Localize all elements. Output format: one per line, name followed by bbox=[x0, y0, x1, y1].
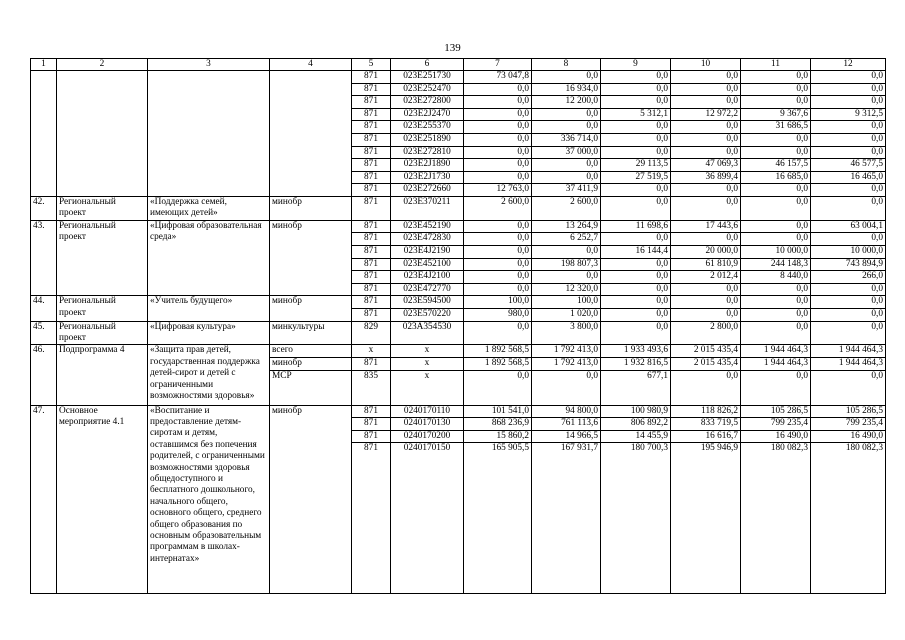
cell-value: 9 367,6 bbox=[741, 108, 811, 121]
cell-value: 244 148,3 bbox=[741, 258, 811, 271]
cell-value: 16 934,0 bbox=[532, 83, 601, 96]
row-number: 43. bbox=[31, 220, 57, 296]
cell-value: 0,0 bbox=[741, 196, 811, 220]
cell-value: 0,0 bbox=[532, 159, 601, 172]
cell-value: 0,0 bbox=[464, 245, 532, 258]
cell-value: 2 015 435,4 bbox=[671, 345, 741, 358]
cell-value: 0,0 bbox=[811, 96, 886, 109]
table-row bbox=[31, 405, 886, 418]
budget-table bbox=[30, 58, 886, 594]
cell-value: 761 113,6 bbox=[532, 418, 601, 431]
cell-value: 1 932 816,5 bbox=[601, 357, 671, 370]
item-name: Подпрограмма 4 bbox=[57, 345, 148, 405]
column-header: 10 bbox=[671, 59, 741, 71]
cell-value: 12 763,0 bbox=[464, 184, 532, 197]
column-header: 4 bbox=[270, 59, 352, 71]
cell-value: 023E4J2190 bbox=[391, 245, 464, 258]
cell-value: 871 bbox=[352, 308, 391, 321]
table-row bbox=[31, 220, 886, 233]
cell-value: 871 bbox=[352, 271, 391, 284]
cell-value: 0,0 bbox=[464, 258, 532, 271]
cell-value: 0,0 bbox=[601, 71, 671, 84]
cell-value: 2 600,0 bbox=[464, 196, 532, 220]
cell-value: 023E452100 bbox=[391, 258, 464, 271]
cell-value: 0240170200 bbox=[391, 430, 464, 443]
cell-value: 833 719,5 bbox=[671, 418, 741, 431]
cell-value: 0,0 bbox=[671, 133, 741, 146]
cell-value: 0240170110 bbox=[391, 405, 464, 418]
cell-value: 73 047,8 bbox=[464, 71, 532, 84]
responsible: минкультуры bbox=[270, 321, 352, 345]
cell-value: 871 bbox=[352, 233, 391, 246]
cell-value: 198 807,3 bbox=[532, 258, 601, 271]
cell-value: 0,0 bbox=[601, 96, 671, 109]
item-name: Региональный проект bbox=[57, 321, 148, 345]
cell-value: 0,0 bbox=[741, 321, 811, 345]
cell-value: 0,0 bbox=[464, 171, 532, 184]
cell-value: 0,0 bbox=[464, 283, 532, 296]
column-header: 2 bbox=[57, 59, 148, 71]
cell-value: 023E251890 bbox=[391, 133, 464, 146]
cell-value: 100,0 bbox=[464, 296, 532, 309]
cell-value: 871 bbox=[352, 108, 391, 121]
cell-value: 47 069,3 bbox=[671, 159, 741, 172]
cell-value: 0,0 bbox=[464, 159, 532, 172]
cell-value: 1 792 413,0 bbox=[532, 357, 601, 370]
cell-value: 0,0 bbox=[671, 184, 741, 197]
cell-value: 3 800,0 bbox=[532, 321, 601, 345]
cell-value: 1 944 464,3 bbox=[741, 357, 811, 370]
cell-value: 871 bbox=[352, 245, 391, 258]
item-name: Региональный проект bbox=[57, 196, 148, 220]
cell-value: 0,0 bbox=[671, 196, 741, 220]
cell-value: 0,0 bbox=[671, 83, 741, 96]
item-name: Региональный проект bbox=[57, 220, 148, 296]
cell-value: 167 931,7 bbox=[532, 443, 601, 594]
cell-value: 13 264,9 bbox=[532, 220, 601, 233]
item-title: «Воспитание и предоставление детям-сиротам и детям, оставшимся без попечения родителей, с ограниченными возможностями здоровья общедоступного и бесплатного дошкольного, начального общего, основного общего, среднего общего образования по основным образовательным программам в школах-интернатах» bbox=[148, 405, 270, 594]
cell-value: 118 826,2 bbox=[671, 405, 741, 418]
cell-value: 023E570220 bbox=[391, 308, 464, 321]
row-number: 44. bbox=[31, 296, 57, 321]
cell-value: 0,0 bbox=[601, 321, 671, 345]
cell-value: 0,0 bbox=[811, 233, 886, 246]
cell-value: 180 700,3 bbox=[601, 443, 671, 594]
cell-value: 16 490,0 bbox=[811, 430, 886, 443]
cell-value: 46 577,5 bbox=[811, 159, 886, 172]
cell-value: 94 800,0 bbox=[532, 405, 601, 418]
cell-value: 023E472770 bbox=[391, 283, 464, 296]
cell-value: 835 bbox=[352, 370, 391, 405]
cell-value: 36 899,4 bbox=[671, 171, 741, 184]
item-title: «Защита прав детей, государственная поддержка детей-сирот и детей с ограниченными возможностями здоровья» bbox=[148, 345, 270, 405]
cell-value: 0,0 bbox=[741, 233, 811, 246]
cell-value: 0,0 bbox=[601, 296, 671, 309]
cell-value: 0,0 bbox=[464, 370, 532, 405]
cell-value: 20 000,0 bbox=[671, 245, 741, 258]
cell-value: 0,0 bbox=[464, 133, 532, 146]
cell-value: 37 411,9 bbox=[532, 184, 601, 197]
column-header: 12 bbox=[811, 59, 886, 71]
cell-value: 16 144,4 bbox=[601, 245, 671, 258]
cell-value: 0,0 bbox=[671, 146, 741, 159]
cell-value: 8 440,0 bbox=[741, 271, 811, 284]
cell-value: 023E272810 bbox=[391, 146, 464, 159]
cell-value: 871 bbox=[352, 133, 391, 146]
cell-value: 871 bbox=[352, 443, 391, 594]
cell-value: 1 020,0 bbox=[532, 308, 601, 321]
cell-value: 0,0 bbox=[464, 146, 532, 159]
cell-value: 871 bbox=[352, 71, 391, 84]
cell-value: 871 bbox=[352, 418, 391, 431]
responsible: МСР bbox=[270, 370, 352, 405]
column-header: 3 bbox=[148, 59, 270, 71]
cell-value: 0,0 bbox=[671, 233, 741, 246]
cell-value: x bbox=[391, 370, 464, 405]
cell-value: 871 bbox=[352, 196, 391, 220]
cell-value: 1 892 568,5 bbox=[464, 345, 532, 358]
cell-value: 5 312,1 bbox=[601, 108, 671, 121]
cell-value: 10 000,0 bbox=[811, 245, 886, 258]
cell-value: 195 946,9 bbox=[671, 443, 741, 594]
cell-value: 871 bbox=[352, 159, 391, 172]
cell-value: 0,0 bbox=[741, 96, 811, 109]
table-row bbox=[31, 71, 886, 84]
cell-value: 023E2J1730 bbox=[391, 171, 464, 184]
cell-value: 180 082,3 bbox=[741, 443, 811, 594]
table-row bbox=[31, 345, 886, 358]
cell-value: 0,0 bbox=[532, 271, 601, 284]
cell-value: 023E452190 bbox=[391, 220, 464, 233]
cell-value: 0,0 bbox=[601, 83, 671, 96]
item-title: «Цифровая образовательная среда» bbox=[148, 220, 270, 296]
responsible bbox=[270, 71, 352, 197]
cell-value: 871 bbox=[352, 405, 391, 418]
cell-value: 0,0 bbox=[811, 196, 886, 220]
cell-value: 0,0 bbox=[601, 308, 671, 321]
cell-value: 0,0 bbox=[601, 133, 671, 146]
item-title: «Учитель будущего» bbox=[148, 296, 270, 321]
cell-value: 101 541,0 bbox=[464, 405, 532, 418]
column-header: 9 bbox=[601, 59, 671, 71]
column-header: 6 bbox=[391, 59, 464, 71]
cell-value: 0,0 bbox=[811, 133, 886, 146]
cell-value: 0,0 bbox=[601, 258, 671, 271]
cell-value: 871 bbox=[352, 171, 391, 184]
cell-value: 37 000,0 bbox=[532, 146, 601, 159]
cell-value: 0,0 bbox=[741, 83, 811, 96]
cell-value: 27 519,5 bbox=[601, 171, 671, 184]
cell-value: 023E255370 bbox=[391, 121, 464, 134]
cell-value: 0,0 bbox=[811, 296, 886, 309]
cell-value: 100,0 bbox=[532, 296, 601, 309]
item-name bbox=[57, 71, 148, 197]
cell-value: 16 616,7 bbox=[671, 430, 741, 443]
cell-value: 9 312,5 bbox=[811, 108, 886, 121]
cell-value: 980,0 bbox=[464, 308, 532, 321]
cell-value: 871 bbox=[352, 430, 391, 443]
responsible: минобр bbox=[270, 296, 352, 321]
cell-value: 12 320,0 bbox=[532, 283, 601, 296]
cell-value: x bbox=[352, 345, 391, 358]
cell-value: 0,0 bbox=[532, 121, 601, 134]
cell-value: 023E594500 bbox=[391, 296, 464, 309]
cell-value: 023E2J2470 bbox=[391, 108, 464, 121]
cell-value: 023E252470 bbox=[391, 83, 464, 96]
cell-value: 0,0 bbox=[464, 108, 532, 121]
cell-value: 12 972,2 bbox=[671, 108, 741, 121]
cell-value: 871 bbox=[352, 357, 391, 370]
cell-value: 0240170150 bbox=[391, 443, 464, 594]
item-title bbox=[148, 71, 270, 197]
cell-value: 2 015 435,4 bbox=[671, 357, 741, 370]
cell-value: x bbox=[391, 345, 464, 358]
cell-value: 0,0 bbox=[532, 245, 601, 258]
cell-value: 0,0 bbox=[671, 370, 741, 405]
cell-value: 871 bbox=[352, 83, 391, 96]
cell-value: 0,0 bbox=[811, 321, 886, 345]
cell-value: 0,0 bbox=[741, 133, 811, 146]
item-title: «Цифровая культура» bbox=[148, 321, 270, 345]
cell-value: 1 892 568,5 bbox=[464, 357, 532, 370]
cell-value: 14 455,9 bbox=[601, 430, 671, 443]
cell-value: 336 714,0 bbox=[532, 133, 601, 146]
cell-value: 0,0 bbox=[741, 308, 811, 321]
cell-value: 023E251730 bbox=[391, 71, 464, 84]
cell-value: 29 113,5 bbox=[601, 159, 671, 172]
table-row bbox=[31, 321, 886, 345]
cell-value: 023A354530 bbox=[391, 321, 464, 345]
cell-value: 0,0 bbox=[741, 71, 811, 84]
cell-value: 0,0 bbox=[671, 121, 741, 134]
cell-value: 023E272660 bbox=[391, 184, 464, 197]
item-name: Основное мероприятие 4.1 bbox=[57, 405, 148, 594]
cell-value: 871 bbox=[352, 146, 391, 159]
cell-value: 0,0 bbox=[532, 370, 601, 405]
cell-value: 0,0 bbox=[601, 146, 671, 159]
item-name: Региональный проект bbox=[57, 296, 148, 321]
cell-value: 100 980,9 bbox=[601, 405, 671, 418]
cell-value: 2 012,4 bbox=[671, 271, 741, 284]
cell-value: 0,0 bbox=[464, 96, 532, 109]
cell-value: 677,1 bbox=[601, 370, 671, 405]
row-number: 45. bbox=[31, 321, 57, 345]
cell-value: 11 698,6 bbox=[601, 220, 671, 233]
row-number: 47. bbox=[31, 405, 57, 594]
cell-value: 023E370211 bbox=[391, 196, 464, 220]
cell-value: 0,0 bbox=[601, 121, 671, 134]
cell-value: 15 860,2 bbox=[464, 430, 532, 443]
cell-value: 1 944 464,3 bbox=[811, 345, 886, 358]
responsible: минобр bbox=[270, 357, 352, 370]
cell-value: 871 bbox=[352, 258, 391, 271]
cell-value: 0,0 bbox=[671, 308, 741, 321]
cell-value: 0,0 bbox=[464, 220, 532, 233]
cell-value: 0,0 bbox=[741, 370, 811, 405]
cell-value: 806 892,2 bbox=[601, 418, 671, 431]
cell-value: 0,0 bbox=[601, 233, 671, 246]
cell-value: 31 686,5 bbox=[741, 121, 811, 134]
cell-value: 61 810,9 bbox=[671, 258, 741, 271]
responsible: всего bbox=[270, 345, 352, 358]
cell-value: 12 200,0 bbox=[532, 96, 601, 109]
cell-value: 0,0 bbox=[811, 308, 886, 321]
cell-value: 868 236,9 bbox=[464, 418, 532, 431]
cell-value: 16 490,0 bbox=[741, 430, 811, 443]
cell-value: 0,0 bbox=[464, 83, 532, 96]
cell-value: 023E2J1890 bbox=[391, 159, 464, 172]
cell-value: 2 800,0 bbox=[671, 321, 741, 345]
cell-value: 1 933 493,6 bbox=[601, 345, 671, 358]
cell-value: 16 465,0 bbox=[811, 171, 886, 184]
row-number bbox=[31, 71, 57, 197]
cell-value: 180 082,3 bbox=[811, 443, 886, 594]
cell-value: 0,0 bbox=[532, 171, 601, 184]
cell-value: 0,0 bbox=[741, 184, 811, 197]
table-header-row bbox=[31, 59, 886, 71]
cell-value: 0,0 bbox=[811, 370, 886, 405]
cell-value: 023E4J2100 bbox=[391, 271, 464, 284]
cell-value: 743 894,9 bbox=[811, 258, 886, 271]
cell-value: 871 bbox=[352, 220, 391, 233]
column-header: 5 bbox=[352, 59, 391, 71]
cell-value: 0,0 bbox=[464, 271, 532, 284]
column-header: 8 bbox=[532, 59, 601, 71]
cell-value: 0,0 bbox=[532, 108, 601, 121]
cell-value: 871 bbox=[352, 184, 391, 197]
row-number: 46. bbox=[31, 345, 57, 405]
cell-value: 0,0 bbox=[671, 71, 741, 84]
cell-value: 105 286,5 bbox=[741, 405, 811, 418]
cell-value: 0,0 bbox=[601, 283, 671, 296]
cell-value: 0,0 bbox=[671, 283, 741, 296]
cell-value: 871 bbox=[352, 283, 391, 296]
cell-value: 266,0 bbox=[811, 271, 886, 284]
cell-value: 0,0 bbox=[741, 146, 811, 159]
cell-value: 0,0 bbox=[464, 121, 532, 134]
page-number: 139 bbox=[444, 42, 461, 54]
cell-value: 871 bbox=[352, 96, 391, 109]
cell-value: 46 157,5 bbox=[741, 159, 811, 172]
cell-value: 0,0 bbox=[464, 233, 532, 246]
cell-value: 0240170130 bbox=[391, 418, 464, 431]
cell-value: 799 235,4 bbox=[811, 418, 886, 431]
cell-value: x bbox=[391, 357, 464, 370]
cell-value: 0,0 bbox=[601, 184, 671, 197]
row-number: 42. bbox=[31, 196, 57, 220]
table-row bbox=[31, 296, 886, 309]
column-header: 7 bbox=[464, 59, 532, 71]
cell-value: 0,0 bbox=[601, 271, 671, 284]
cell-value: 0,0 bbox=[811, 184, 886, 197]
cell-value: 1 944 464,3 bbox=[811, 357, 886, 370]
cell-value: 0,0 bbox=[811, 121, 886, 134]
cell-value: 2 600,0 bbox=[532, 196, 601, 220]
cell-value: 0,0 bbox=[741, 283, 811, 296]
cell-value: 17 443,6 bbox=[671, 220, 741, 233]
item-title: «Поддержка семей, имеющих детей» bbox=[148, 196, 270, 220]
cell-value: 6 252,7 bbox=[532, 233, 601, 246]
cell-value: 023E472830 bbox=[391, 233, 464, 246]
cell-value: 0,0 bbox=[464, 321, 532, 345]
responsible: минобр bbox=[270, 405, 352, 594]
cell-value: 0,0 bbox=[811, 71, 886, 84]
cell-value: 1 792 413,0 bbox=[532, 345, 601, 358]
cell-value: 1 944 464,3 bbox=[741, 345, 811, 358]
cell-value: 0,0 bbox=[741, 220, 811, 233]
cell-value: 023E272800 bbox=[391, 96, 464, 109]
cell-value: 871 bbox=[352, 296, 391, 309]
cell-value: 871 bbox=[352, 121, 391, 134]
cell-value: 0,0 bbox=[811, 83, 886, 96]
cell-value: 0,0 bbox=[671, 296, 741, 309]
responsible: минобр bbox=[270, 220, 352, 296]
cell-value: 799 235,4 bbox=[741, 418, 811, 431]
cell-value: 0,0 bbox=[811, 283, 886, 296]
column-header: 11 bbox=[741, 59, 811, 71]
cell-value: 0,0 bbox=[532, 71, 601, 84]
cell-value: 16 685,0 bbox=[741, 171, 811, 184]
cell-value: 14 966,5 bbox=[532, 430, 601, 443]
cell-value: 165 905,5 bbox=[464, 443, 532, 594]
cell-value: 829 bbox=[352, 321, 391, 345]
cell-value: 105 286,5 bbox=[811, 405, 886, 418]
cell-value: 0,0 bbox=[811, 146, 886, 159]
cell-value: 0,0 bbox=[741, 296, 811, 309]
cell-value: 10 000,0 bbox=[741, 245, 811, 258]
cell-value: 0,0 bbox=[601, 196, 671, 220]
column-header: 1 bbox=[31, 59, 57, 71]
cell-value: 63 004,1 bbox=[811, 220, 886, 233]
responsible: минобр bbox=[270, 196, 352, 220]
cell-value: 0,0 bbox=[671, 96, 741, 109]
table-row bbox=[31, 196, 886, 220]
